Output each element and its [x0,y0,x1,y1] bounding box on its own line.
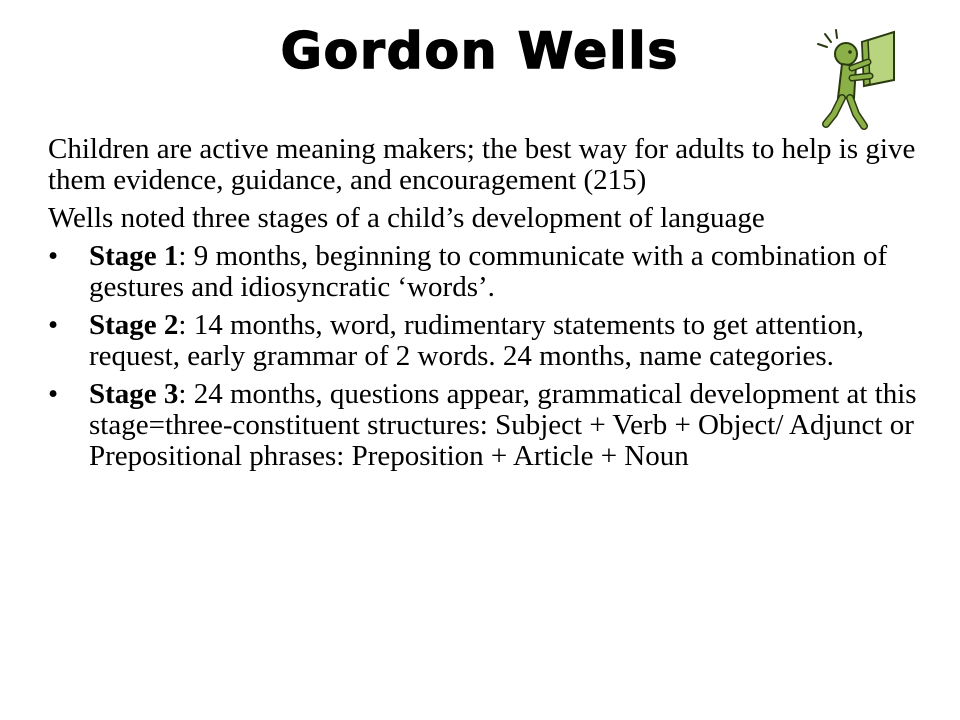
intro-paragraph: Children are active meaning makers; the best way for adults to help is give them evidence, guidance, and encouragement (215) [48,133,916,196]
stages-list [48,241,928,472]
stage-label: Stage 1 [89,240,179,272]
bullet-icon: • [48,309,59,341]
figure-reading-book-icon [812,28,908,132]
bullet-icon: • [48,378,59,410]
slide-body [48,134,928,479]
list-item [48,379,928,472]
stage-text: : 14 months, word, rudimentary statements to get attention, request, early grammar of 2 words. 24 months, name categories. [89,309,864,372]
bullet-icon: • [48,240,59,272]
list-item [48,241,928,303]
list-item [48,310,928,372]
stage-label: Stage 3 [89,378,179,410]
stage-label: Stage 2 [89,309,179,341]
stage-text: : 9 months, beginning to communicate with a combination of gestures and idiosyncratic ‘words’. [89,240,888,303]
stages-intro-paragraph: Wells noted three stages of a child’s development of language [48,202,765,234]
stage-text: : 24 months, questions appear, grammatical development at this stage=three-constituent structures: Subject + Verb + Object/ Adjunct or Prepositional phrases: Preposition + Article + Noun [89,378,917,472]
slide-title: Gordon Wells [280,22,680,80]
